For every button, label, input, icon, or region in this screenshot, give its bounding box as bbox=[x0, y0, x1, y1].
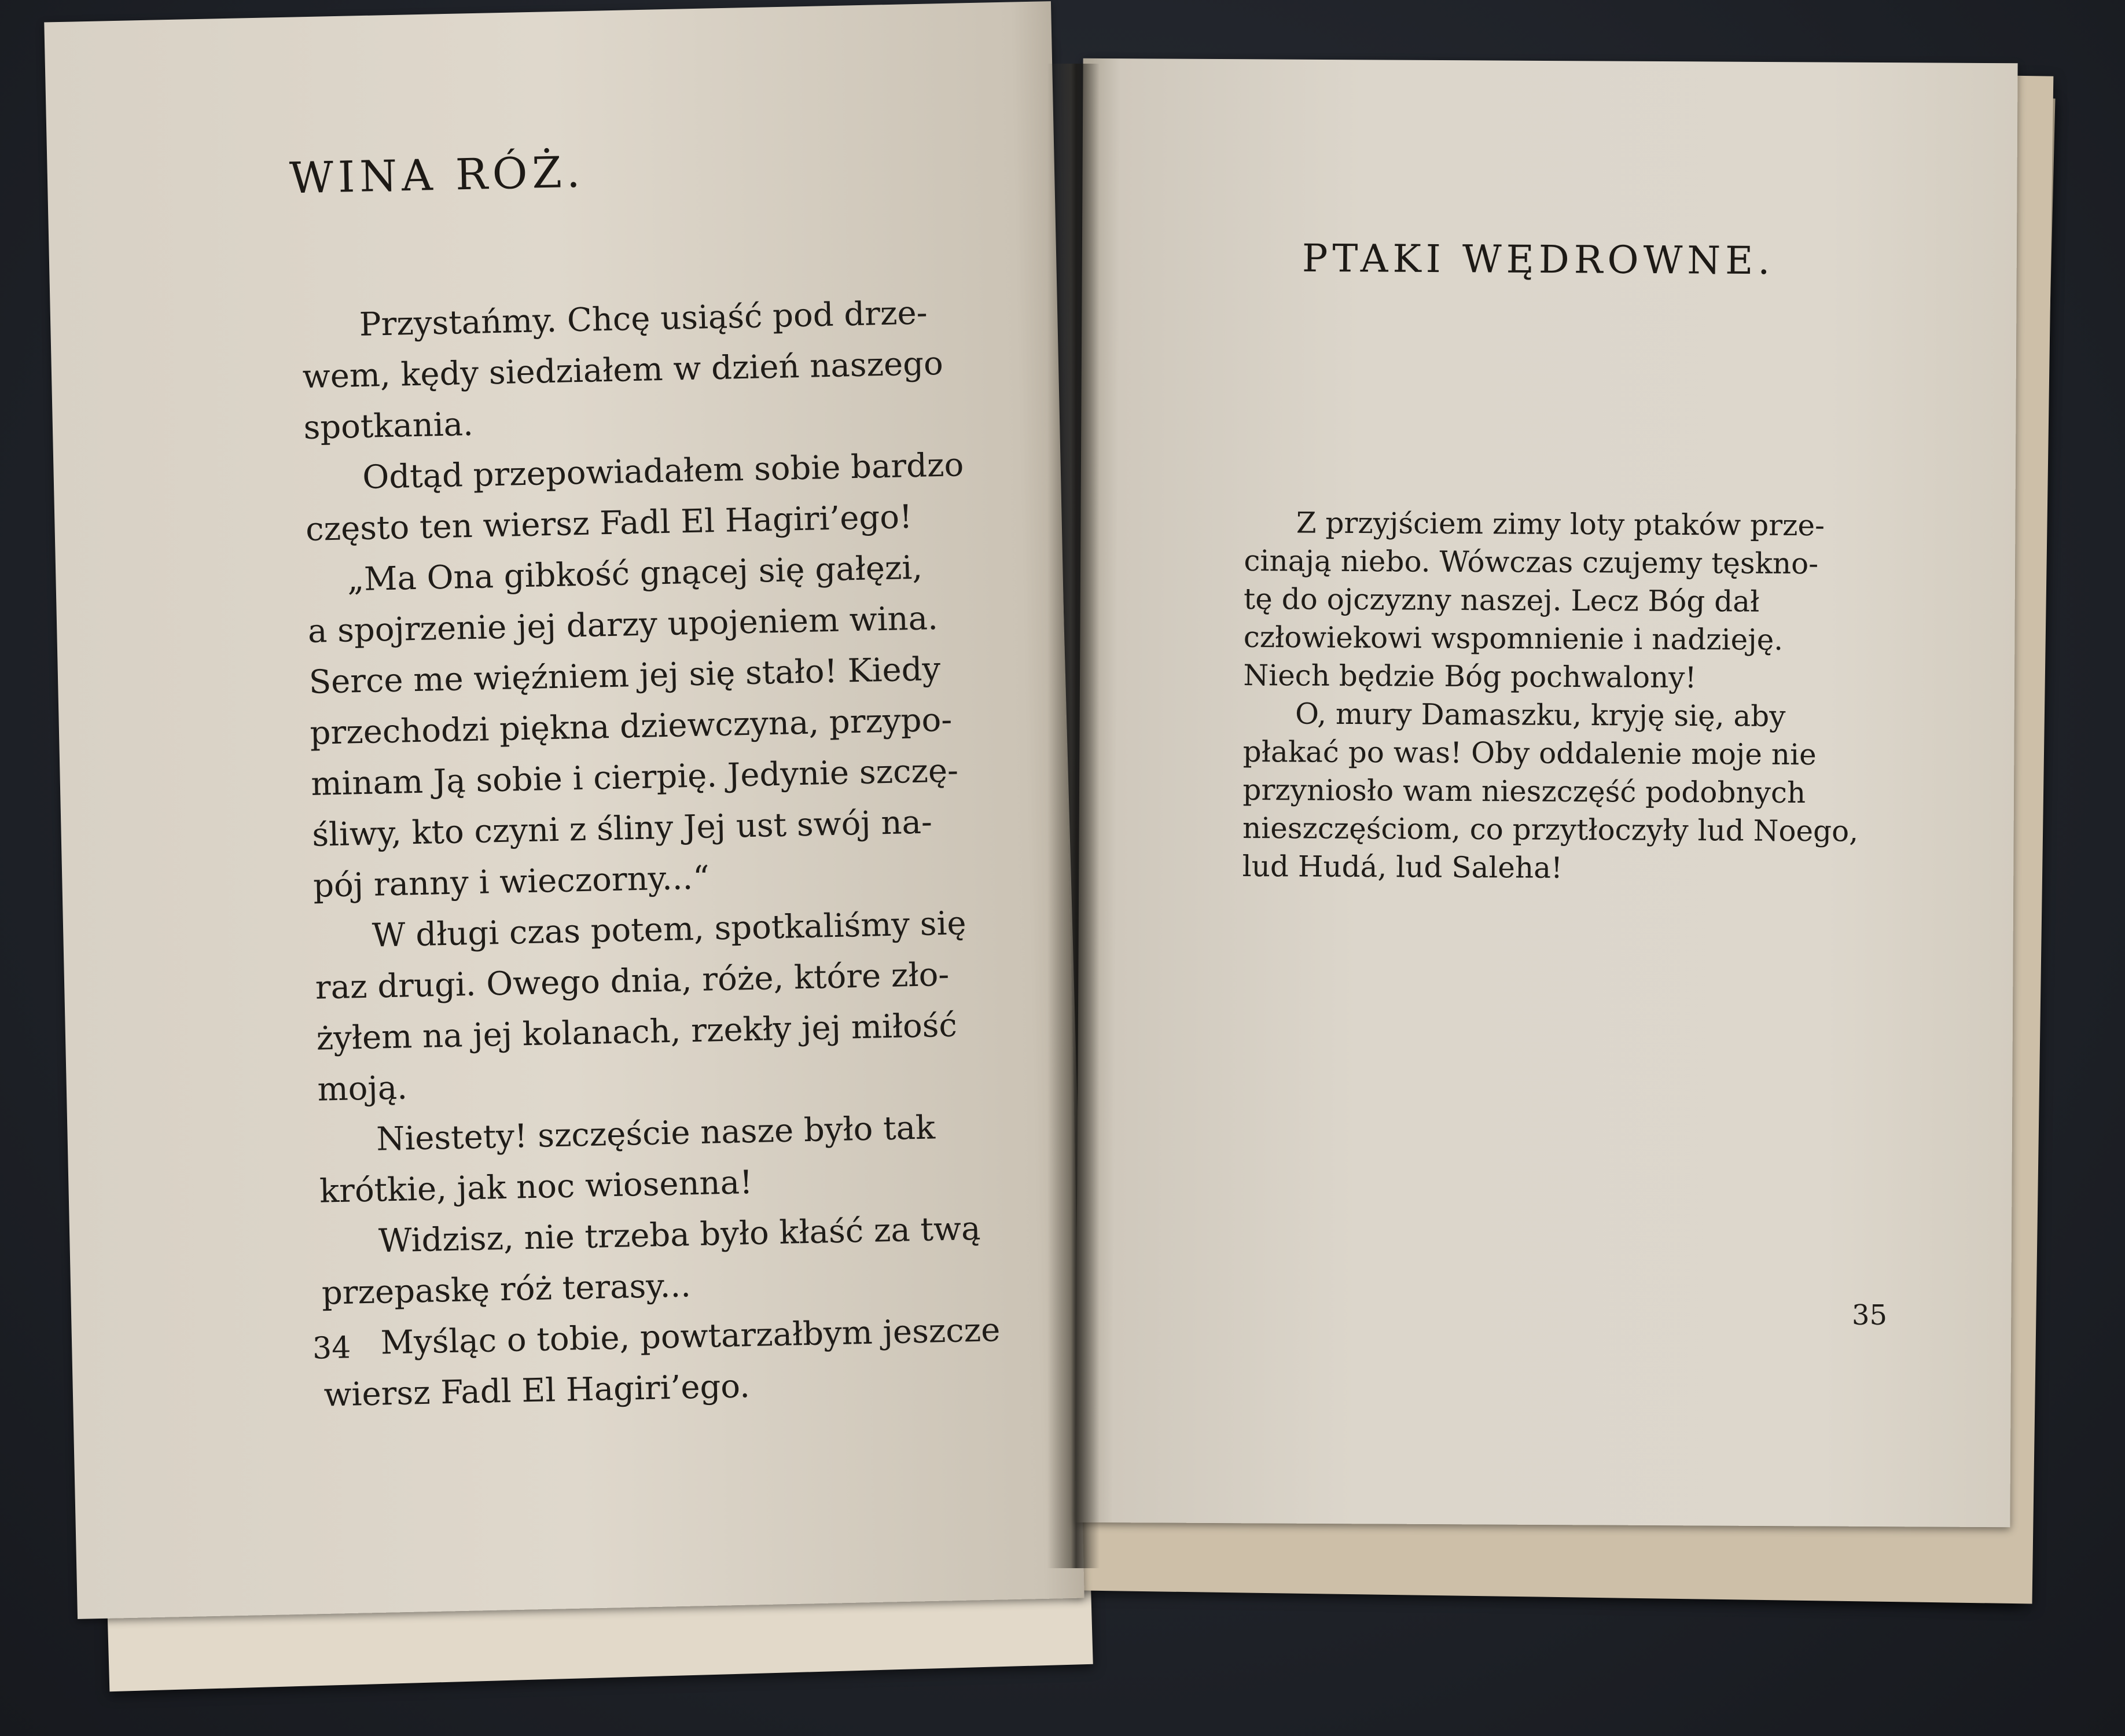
text-line: lud Hudá, lud Saleha! bbox=[1242, 849, 1563, 885]
text-line: W długi czas potem, spotkaliśmy się bbox=[372, 904, 967, 955]
text-line: Myśląc o tobie, powtarzałbym jeszcze bbox=[380, 1311, 1001, 1362]
text-line: człowiekowi wspomnienie i nadzieję. bbox=[1243, 620, 1784, 657]
text-line: przepaskę róż terasy... bbox=[321, 1267, 692, 1312]
text-line: pój ranny i wieczorny...“ bbox=[312, 859, 710, 905]
left-page-title: WINA RÓŻ. bbox=[289, 147, 586, 204]
text-line: Z przyjściem zimy loty ptaków prze- bbox=[1296, 506, 1825, 543]
text-line: śliwy, kto czyni z śliny Jej ust swój na- bbox=[311, 803, 933, 854]
text-line: przyniosło wam nieszczęść podobnych bbox=[1242, 773, 1806, 810]
text-line: a spojrzenie jej darzy upojeniem wina. bbox=[307, 599, 939, 650]
text-line: Widzisz, nie trzeba było kłaść za twą bbox=[378, 1209, 981, 1260]
text-line: płakać po was! Oby oddalenie moje nie bbox=[1242, 734, 1817, 772]
right-page-number: 35 bbox=[1852, 1299, 1888, 1332]
text-line: raz drugi. Owego dnia, róże, które zło- bbox=[315, 955, 950, 1007]
text-line: nieszczęściom, co przytłoczyły lud Noego, bbox=[1242, 811, 1859, 848]
text-line: żyłem na jej kolanach, rzekły jej miłość bbox=[316, 1006, 958, 1058]
text-line: Przystańmy. Chcę usiąść pod drze- bbox=[359, 294, 928, 344]
text-line: moją. bbox=[317, 1069, 408, 1109]
text-line: cinają niebo. Wówczas czujemy tęskno- bbox=[1244, 543, 1819, 581]
text-line: spotkania. bbox=[303, 405, 474, 447]
right-page-body bbox=[1242, 503, 1913, 889]
text-line: wiersz Fadl El Hagiri’ego. bbox=[323, 1367, 751, 1414]
text-line: „Ma Ona gibkość gnącej się gałęzi, bbox=[347, 549, 923, 599]
text-line: często ten wiersz Fadl El Hagiri’ego! bbox=[305, 498, 913, 549]
left-page-body bbox=[301, 286, 1036, 1421]
text-line: krótkie, jak noc wiosenna! bbox=[319, 1163, 753, 1211]
text-line: przechodzi piękna dziewczyna, przypo- bbox=[309, 701, 953, 752]
right-page-title: PTAKI WĘDROWNE. bbox=[1302, 236, 1775, 284]
text-line: O, mury Damaszku, kryję się, aby bbox=[1295, 697, 1786, 733]
text-line: tę do ojczyzny naszej. Lecz Bóg dał bbox=[1243, 582, 1760, 619]
text-line: Odtąd przepowiadałem sobie bardzo bbox=[362, 446, 964, 496]
text-line: wem, kędy siedziałem w dzień naszego bbox=[302, 344, 944, 396]
text-line: minam Ją sobie i cierpię. Jedynie szczę- bbox=[310, 752, 959, 803]
left-page-number: 34 bbox=[312, 1330, 351, 1366]
text-line: Serce me więźniem jej się stało! Kiedy bbox=[308, 650, 941, 701]
text-line: Niestety! szczęście nasze było tak bbox=[376, 1109, 936, 1158]
text-line: Niech będzie Bóg pochwalony! bbox=[1243, 658, 1697, 695]
book-gutter bbox=[1047, 64, 1100, 1568]
